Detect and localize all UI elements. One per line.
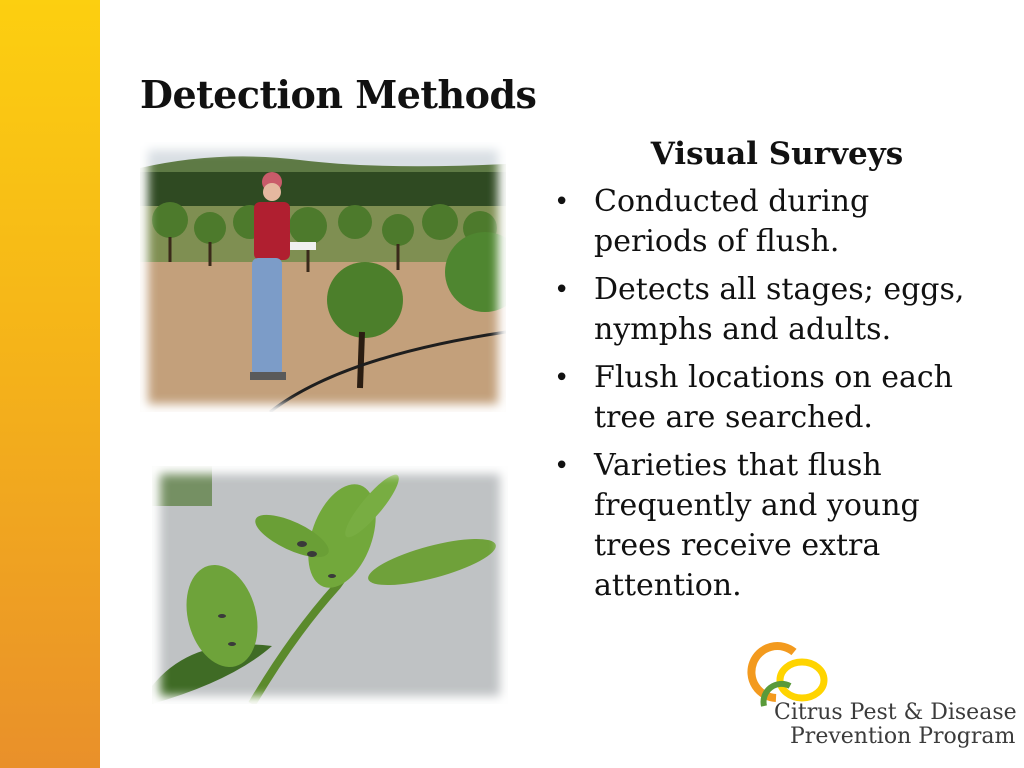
bullet-text: Varieties that flush frequently and young trees receive extra attention. <box>594 448 920 603</box>
bullet-item <box>552 446 992 606</box>
bullet-dot-icon: • <box>554 363 570 393</box>
content-heading: Visual Surveys <box>650 136 904 172</box>
cpdpp-logo <box>734 640 1017 756</box>
bullet-item <box>552 182 992 262</box>
slide-content <box>552 136 992 614</box>
bullet-dot-icon: • <box>554 275 570 305</box>
logo-text-line1: Citrus Pest & Disease <box>774 700 1017 725</box>
bullet-item <box>552 358 992 438</box>
bullet-text: Detects all stages; eggs, nymphs and adults. <box>594 272 965 347</box>
bullet-text: Conducted during periods of flush. <box>594 184 870 259</box>
bullet-dot-icon: • <box>554 187 570 217</box>
bullet-dot-icon: • <box>554 451 570 481</box>
logo-text-line2: Prevention Program <box>790 724 1016 749</box>
bullet-text: Flush locations on each tree are searched. <box>594 360 953 435</box>
citrus-leaf-psyllid-photo <box>152 466 508 704</box>
bullet-item <box>552 270 992 350</box>
bullet-list <box>552 182 992 606</box>
slide-title: Detection Methods <box>140 72 537 117</box>
orchard-inspector-photo <box>140 142 506 412</box>
side-accent-bar <box>0 0 100 768</box>
